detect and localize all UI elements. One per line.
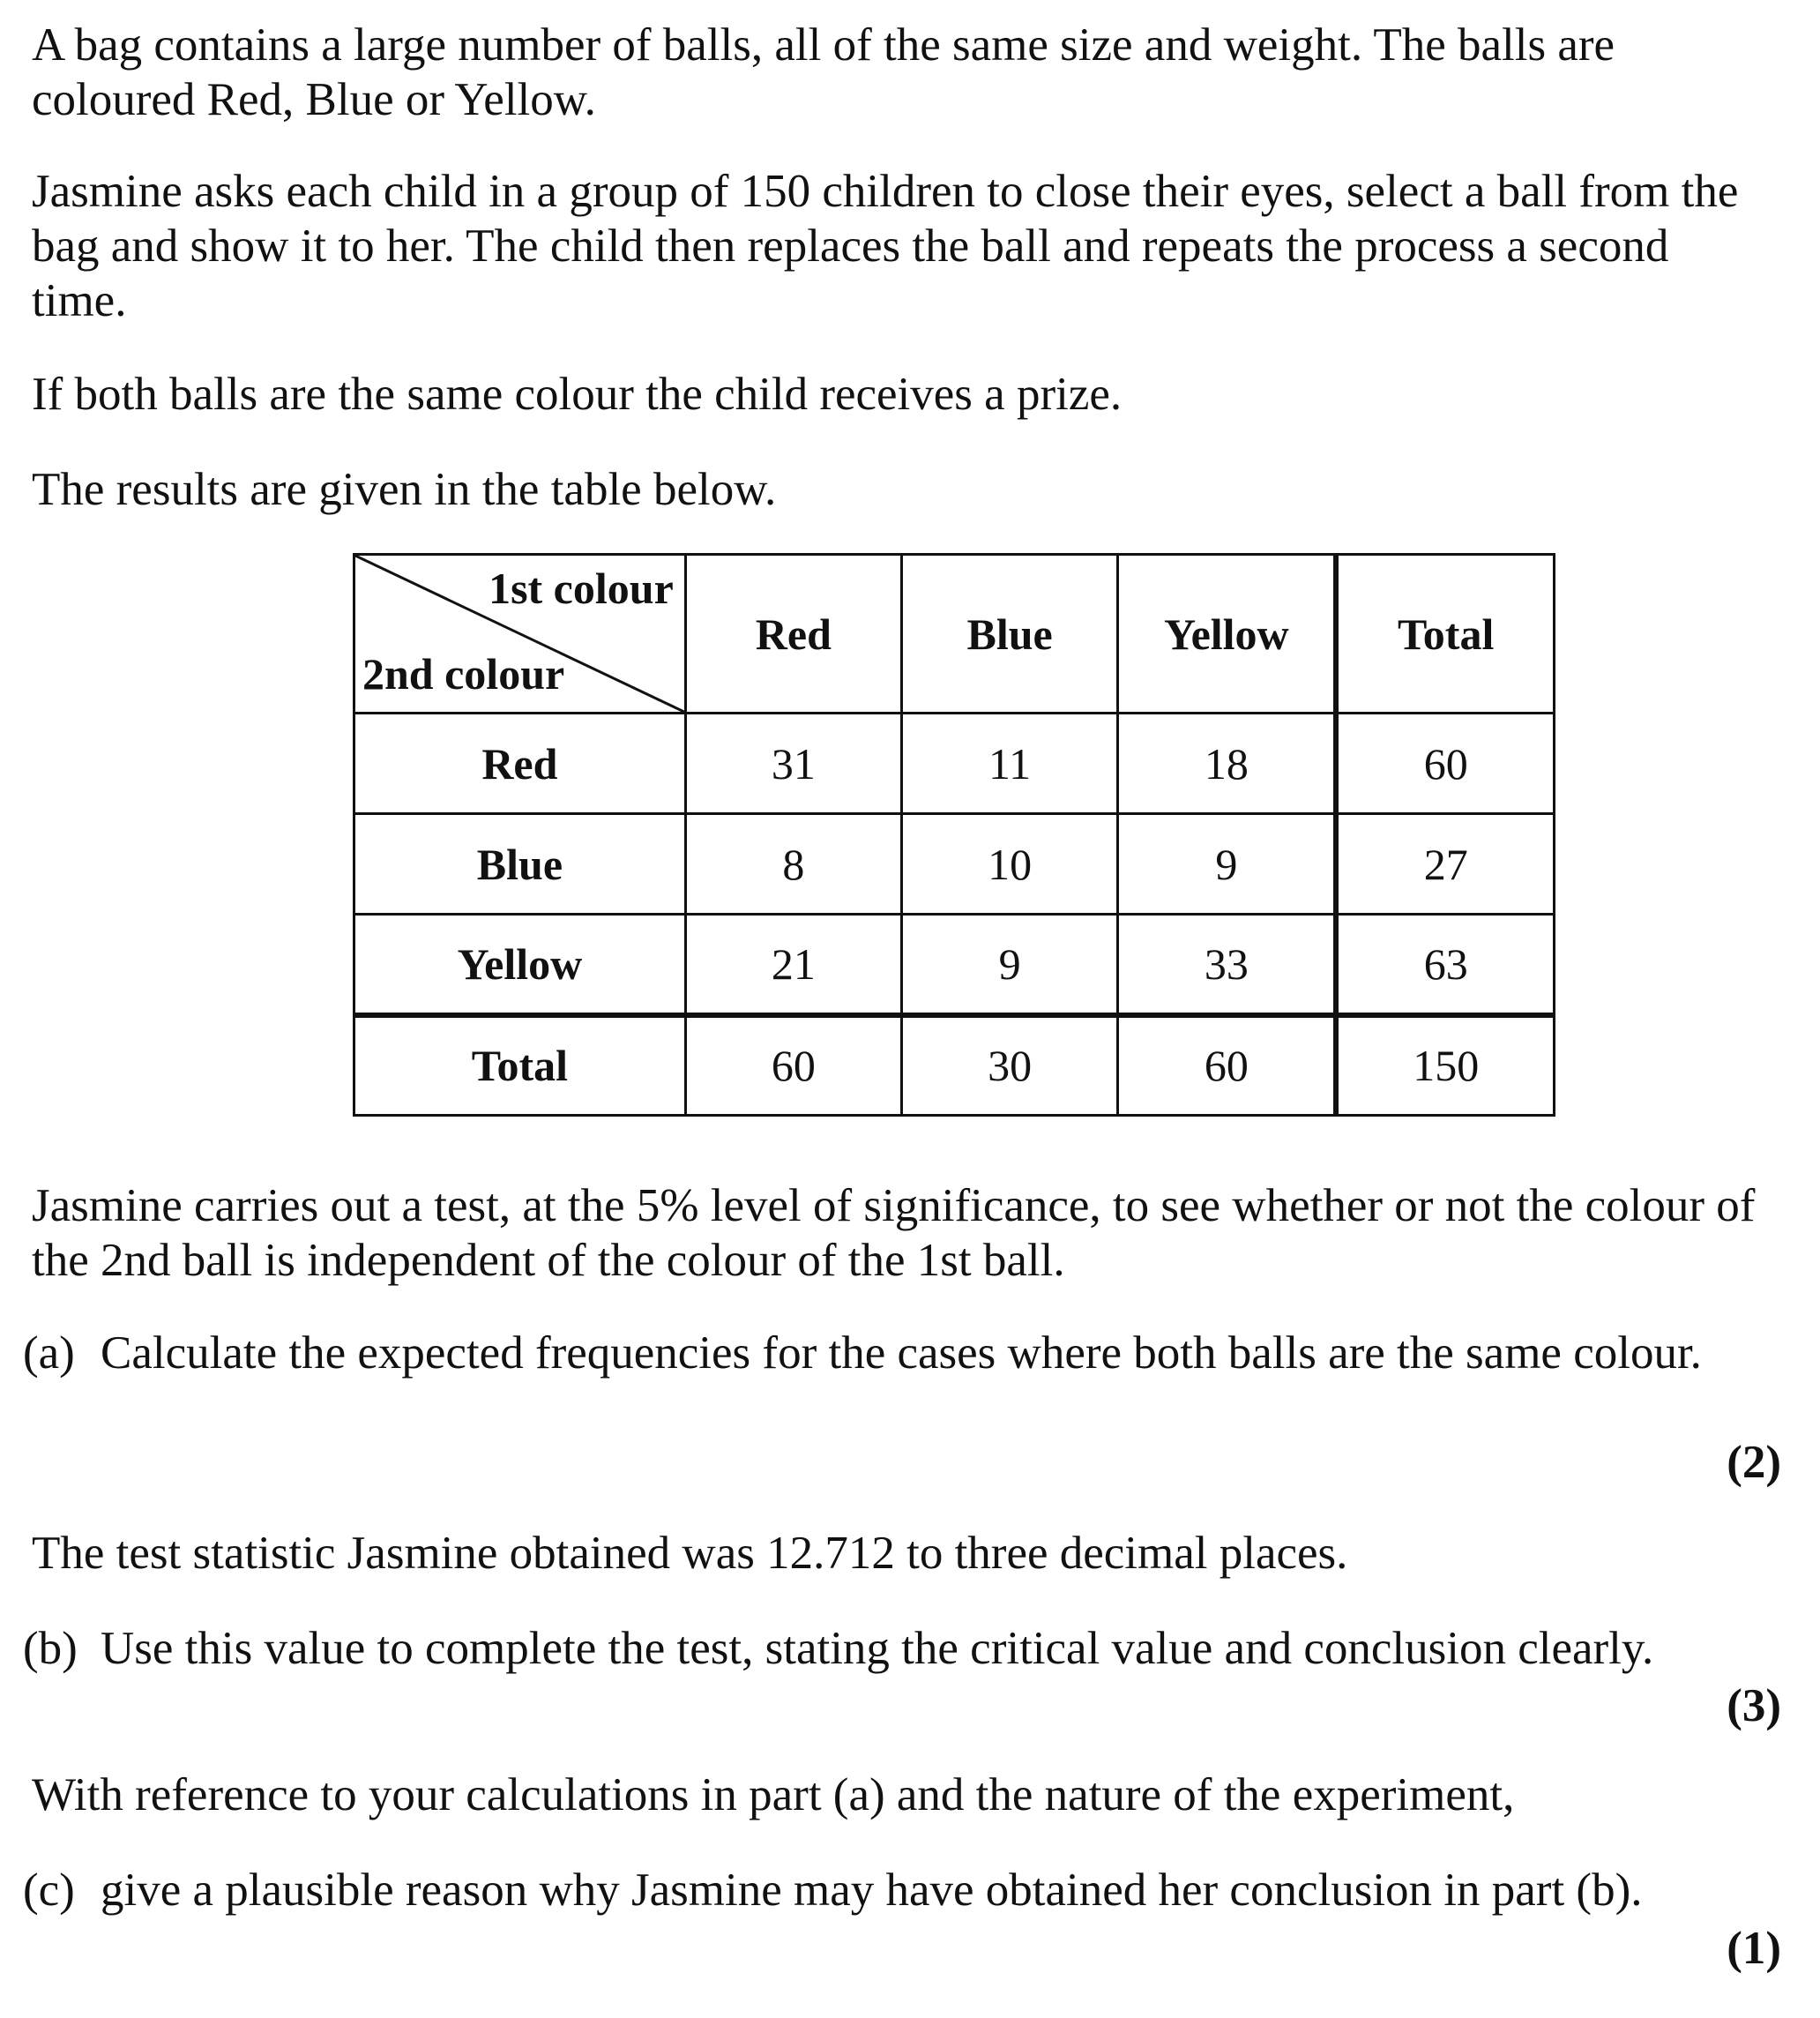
row-label-total: Total <box>354 1015 686 1116</box>
table-cell: 9 <box>1118 814 1337 915</box>
intro-paragraph-3: If both balls are the same colour the child receives a prize. <box>32 369 1123 420</box>
table-cell: 10 <box>901 814 1117 915</box>
table-cell: 60 <box>1336 714 1554 814</box>
table-cell: 18 <box>1118 714 1337 814</box>
question-a-label: (a) <box>23 1327 75 1379</box>
question-b-text: Use this value to complete the test, stating the critical value and conclusion clearly. <box>101 1623 1654 1674</box>
intro-paragraph-1: A bag contains a large number of balls, all of the same size and weight. The balls are coloured Red, Blue or Yellow. <box>32 19 1615 125</box>
intro-paragraph-4: The results are given in the table below. <box>32 464 777 515</box>
column-header-blue: Blue <box>901 555 1117 714</box>
statistic-line: The test statistic Jasmine obtained was 12.712 to three decimal places. <box>32 1528 1348 1579</box>
row-label-red: Red <box>354 714 686 814</box>
table-cell: 33 <box>1118 915 1337 1015</box>
table-cell: 60 <box>1118 1015 1337 1116</box>
corner-header <box>354 555 686 714</box>
table-cell: 27 <box>1336 814 1554 915</box>
table-row-blue <box>354 814 1555 915</box>
table-cell: 30 <box>901 1015 1117 1116</box>
reference-line: With reference to your calculations in part (a) and the nature of the experiment, <box>32 1769 1515 1820</box>
results-table <box>353 553 1555 1117</box>
question-b-marks: (3) <box>1727 1680 1781 1731</box>
column-header-yellow: Yellow <box>1118 555 1337 714</box>
question-b <box>23 1621 1769 1676</box>
question-b-label: (b) <box>23 1623 78 1674</box>
row-label-blue: Blue <box>354 814 686 915</box>
table-cell: 63 <box>1336 915 1554 1015</box>
table-cell: 21 <box>685 915 901 1015</box>
question-c-marks: (1) <box>1727 1923 1781 1974</box>
intro-paragraph-2: Jasmine asks each child in a group of 150 children to close their eyes, select a ball from the bag and show it to her. The child then replaces the ball and repeats the process a second time. <box>32 166 1739 326</box>
test-intro-paragraph: Jasmine carries out a test, at the 5% level of significance, to see whether or not the colour of the 2nd ball is independent of the colour of the 1st ball. <box>32 1180 1756 1286</box>
question-a <box>23 1326 1769 1380</box>
question-c-text: give a plausible reason why Jasmine may have obtained her conclusion in part (b). <box>101 1865 1643 1916</box>
question-c <box>23 1863 1769 1917</box>
question-a-text: Calculate the expected frequencies for the cases where both balls are the same colour. <box>101 1327 1702 1379</box>
table-cell: 31 <box>685 714 901 814</box>
row-label-yellow: Yellow <box>354 915 686 1015</box>
question-c-label: (c) <box>23 1865 75 1916</box>
table-cell: 11 <box>901 714 1117 814</box>
table-row-total <box>354 1015 1555 1116</box>
corner-label-2nd-colour: 2nd colour <box>362 649 565 699</box>
table-row-yellow <box>354 915 1555 1015</box>
header-row <box>354 555 1555 714</box>
table-cell: 8 <box>685 814 901 915</box>
column-header-total: Total <box>1336 555 1554 714</box>
corner-label-1st-colour: 1st colour <box>489 564 674 613</box>
table-cell: 150 <box>1336 1015 1554 1116</box>
table-cell: 60 <box>685 1015 901 1116</box>
column-header-red: Red <box>685 555 901 714</box>
question-a-marks: (2) <box>1727 1437 1781 1488</box>
table-row-red <box>354 714 1555 814</box>
table-cell: 9 <box>901 915 1117 1015</box>
